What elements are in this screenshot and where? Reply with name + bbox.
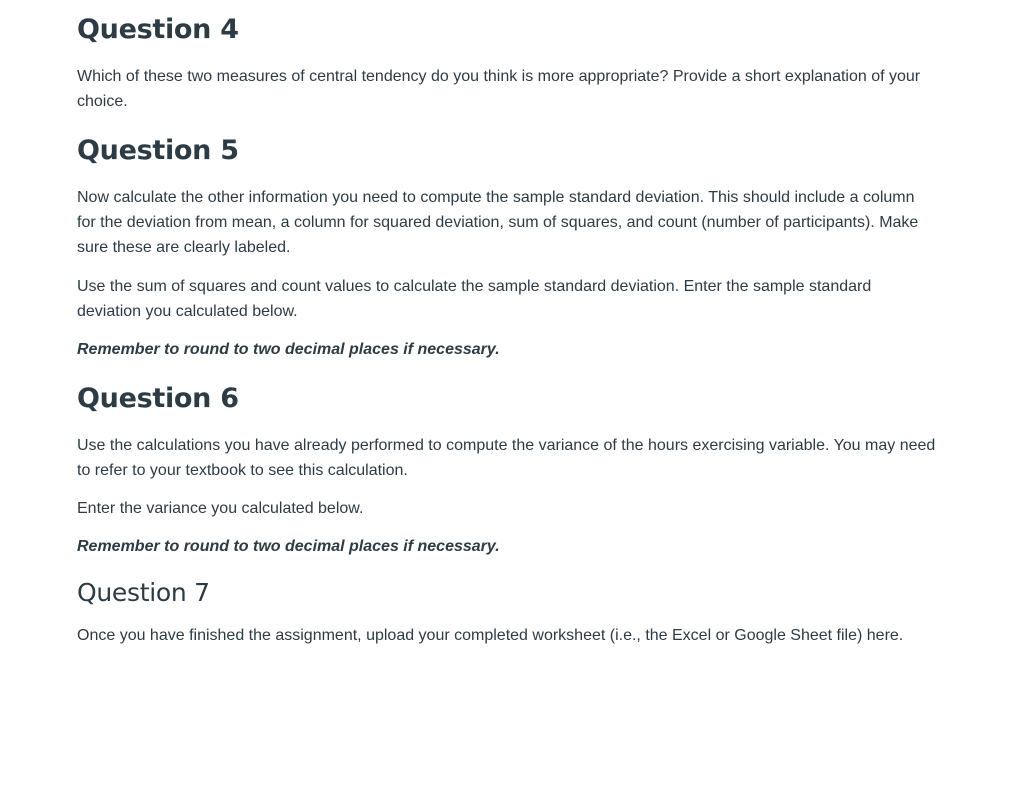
question-7-prompt: Once you have finished the assignment, upload your completed worksheet (i.e., the Excel or Google Sheet file) here.	[77, 627, 904, 644]
question-5-prompt: Use the sum of squares and count values to calculate the sample standard deviation. Enter the sample standard deviation you calculated below.	[77, 278, 872, 320]
question-6-title: Question 6	[77, 383, 239, 414]
question-5-rounding-note: Remember to round to two decimal places if necessary.	[77, 341, 500, 358]
question-6-rounding-note: Remember to round to two decimal places if necessary.	[77, 538, 500, 555]
question-6-prompt: Enter the variance you calculated below.	[77, 500, 364, 517]
question-5-instructions: Now calculate the other information you need to compute the sample standard deviation. This should include a column for the deviation from mean, a column for squared deviation, sum of squares, and count (number of participants). Make sure these are clearly labeled.	[77, 189, 919, 256]
question-7-title: Question 7	[77, 578, 210, 607]
question-5-title: Question 5	[77, 135, 239, 166]
question-4-title: Question 4	[77, 14, 239, 45]
question-4-prompt: Which of these two measures of central tendency do you think is more appropriate? Provide a short explanation of your choice.	[77, 68, 921, 110]
question-6-instructions: Use the calculations you have already performed to compute the variance of the hours exercising variable. You may need to refer to your textbook to see this calculation.	[77, 437, 936, 479]
